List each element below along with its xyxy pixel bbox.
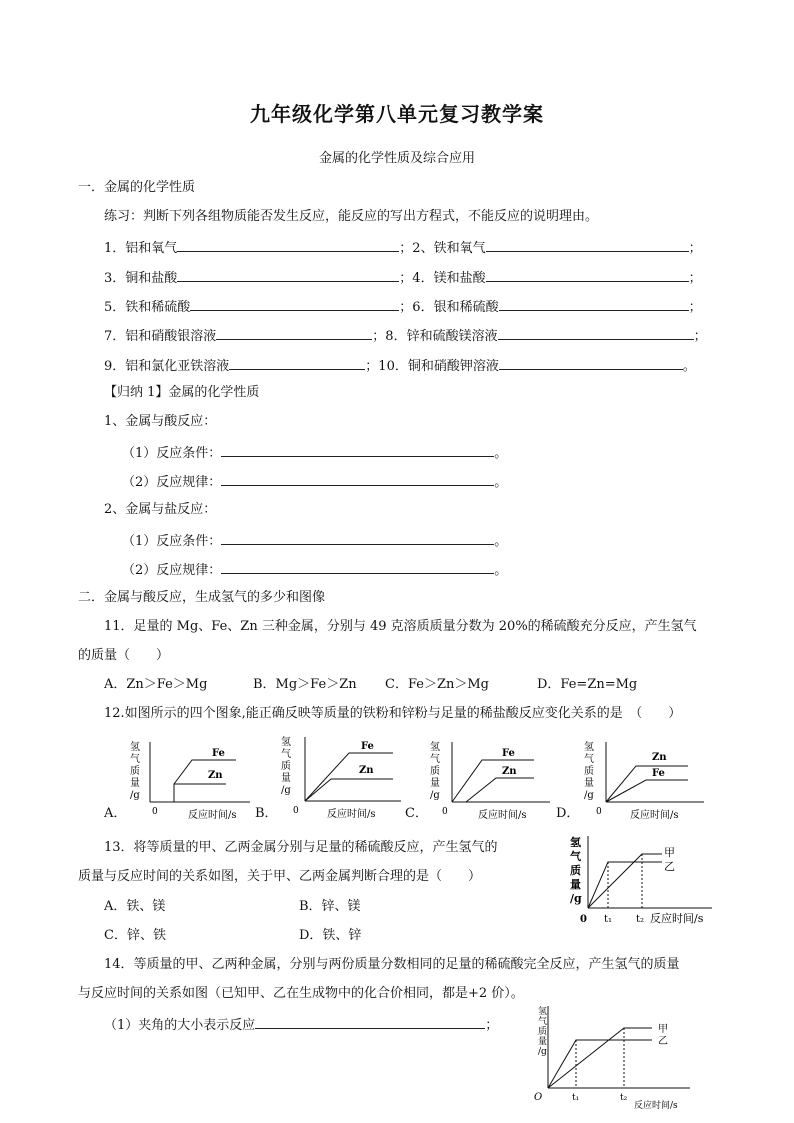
exercise-label: 6．银和稀硫酸 — [412, 300, 499, 315]
q13-option-b[interactable]: B．锌、镁 — [299, 899, 361, 914]
exercise-item — [104, 238, 702, 257]
q12-graph-d — [576, 738, 708, 824]
section1-instruction: 练习：判断下列各组物质能否发生反应，能反应的写出方程式，不能反应的说明理由。 — [104, 209, 599, 224]
series-label: Fe — [361, 741, 374, 752]
answer-blank[interactable] — [499, 356, 683, 370]
y-label-char: /g — [538, 1047, 547, 1057]
y-label-char: /g — [281, 785, 291, 796]
series-label: Zn — [502, 766, 517, 777]
y-axis-label — [130, 740, 140, 801]
y-label-char: 气 — [130, 754, 140, 765]
salt-rule-label: （2）反应规律： — [122, 563, 222, 578]
q12-option-b[interactable]: B． — [255, 806, 278, 821]
salt-rule — [122, 560, 507, 579]
salt-condition — [122, 531, 507, 550]
q11-option-a[interactable]: A．Zn＞Fe＞Mg — [104, 677, 208, 692]
series-label: Fe — [502, 748, 515, 759]
exercise-label: 9．铝和氯化亚铁溶液 — [104, 359, 230, 374]
y-label-char: /g — [570, 892, 582, 905]
y-label-char: 量 — [584, 778, 594, 789]
exercise-item — [104, 268, 702, 287]
y-label-char: 量 — [430, 778, 440, 789]
y-label-char: /g — [584, 790, 594, 801]
exercise-label: ； — [693, 329, 707, 344]
y-label-char: 氢 — [430, 742, 440, 753]
answer-blank[interactable] — [221, 472, 494, 486]
summary-title: 【归纳 1】金属的化学性质 — [104, 385, 260, 400]
exercise-label: 7．铝和硝酸银溶液 — [104, 329, 217, 344]
q14-text-cont: 与反应时间的关系如图（已知甲、乙在生成物中的化合价相同，都是+2 价）。 — [78, 986, 524, 1001]
y-label-char: 量 — [538, 1037, 548, 1047]
x-axis-label: 反应时间/s — [634, 1101, 678, 1111]
exercise-label: 1．铝和氧气 — [104, 241, 178, 256]
q14-sub1-label: （1）夹角的大小表示反应 — [104, 1018, 256, 1033]
exercise-item — [104, 356, 696, 375]
y-label-char: 氢 — [281, 737, 291, 748]
semicolon: ； — [485, 1018, 499, 1033]
t2-label: t₂ — [620, 1093, 628, 1103]
q14-sub1 — [104, 1015, 498, 1034]
answer-blank[interactable] — [177, 238, 399, 252]
answer-blank[interactable] — [486, 238, 689, 252]
exercise-label: ； — [399, 271, 413, 286]
x-axis-label: 反应时间/s — [478, 810, 527, 821]
y-label-char: 气 — [538, 1017, 548, 1027]
y-label-char: 量 — [281, 773, 291, 784]
series-yi-line — [588, 862, 662, 908]
page-subtitle: 金属的化学性质及综合应用 — [318, 151, 475, 166]
series-label: Fe — [652, 768, 665, 779]
q11-text-cont: 的质量（ ） — [78, 648, 170, 663]
series-label-jia: 甲 — [664, 846, 675, 859]
answer-blank[interactable] — [177, 268, 399, 282]
series-label: Zn — [208, 770, 223, 781]
acid-condition-label: （1）反应条件： — [122, 446, 222, 461]
x-axis-label: 反应时间/s — [188, 810, 237, 821]
x-axis-label: 反应时间/s — [630, 810, 679, 821]
origin-label: 0 — [293, 806, 299, 816]
period: 。 — [494, 563, 508, 578]
q12-graph-a — [122, 738, 254, 822]
t1-label: t₁ — [572, 1093, 580, 1103]
exercise-label: 8．锌和硫酸镁溶液 — [385, 329, 498, 344]
answer-blank[interactable] — [498, 326, 694, 340]
series-label-yi: 乙 — [658, 1036, 668, 1047]
series-fe-line — [606, 780, 688, 802]
period: 。 — [494, 475, 508, 490]
q13-text: 13．将等质量的甲、乙两金属分别与足量的稀硫酸反应，产生氢气的 — [104, 840, 498, 855]
y-label-char: 质 — [130, 766, 140, 777]
answer-blank[interactable] — [221, 443, 494, 457]
y-label-char: 氢 — [570, 836, 581, 849]
acid-heading: 1、金属与酸反应： — [104, 414, 217, 429]
origin-label: 0 — [152, 807, 158, 817]
exercise-label: ； — [399, 300, 413, 315]
answer-blank[interactable] — [221, 531, 494, 545]
series-zn-line — [305, 779, 393, 801]
exercise-label: 10．铜和硝酸钾溶液 — [378, 359, 499, 374]
q11-option-b[interactable]: B．Mg＞Fe＞Zn — [253, 677, 357, 692]
y-label-char: 气 — [430, 754, 440, 765]
q14-text: 14．等质量的甲、乙两种金属，分别与两份质量分数相同的足量的稀硫酸完全反应，产生氢气的质量 — [104, 957, 680, 972]
acid-rule-label: （2）反应规律： — [122, 475, 222, 490]
q12-option-d[interactable]: D． — [556, 806, 580, 821]
exercise-label: ； — [365, 359, 379, 374]
exercise-label: ； — [688, 300, 702, 315]
y-label-char: 量 — [130, 778, 140, 789]
q12-graph-b — [273, 733, 405, 823]
q12-option-c[interactable]: C． — [405, 806, 428, 821]
t2-label: t₂ — [636, 914, 645, 925]
series-zn-line — [174, 784, 226, 802]
y-label-char: 气 — [584, 754, 594, 765]
y-label-char: /g — [430, 790, 440, 801]
series-jia-line — [548, 1028, 652, 1088]
period: 。 — [494, 446, 508, 461]
y-label-char: 气 — [570, 850, 581, 863]
answer-blank[interactable] — [190, 297, 399, 311]
q11-text: 11．足量的 Mg、Fe、Zn 三种金属，分别与 49 克溶质质量分数为 20%的稀硫酸充分反应，产生氢气 — [104, 619, 697, 634]
y-label-char: 氢 — [130, 742, 140, 753]
answer-blank[interactable] — [229, 356, 365, 370]
series-zn-line — [606, 766, 688, 802]
salt-condition-label: （1）反应条件： — [122, 534, 222, 549]
answer-blank[interactable] — [486, 268, 689, 282]
q13-graph — [566, 832, 716, 932]
q14-graph — [530, 1002, 694, 1112]
y-label-char: 质 — [538, 1027, 548, 1037]
x-axis-label: 反应时间/s — [650, 912, 704, 925]
q13-option-d[interactable]: D．铁、锌 — [299, 928, 362, 943]
acid-condition — [122, 443, 507, 462]
exercise-label: ； — [399, 241, 413, 256]
q12-text: 12.如图所示的四个图象,能正确反映等质量的铁粉和锌粉与足量的稀盐酸反应变化关系的是 （ ） — [104, 706, 682, 721]
acid-rule — [122, 472, 507, 491]
y-label-char: 质 — [430, 766, 440, 777]
y-label-char: 质 — [584, 766, 594, 777]
q11-option-c[interactable]: C．Fe＞Zn＞Mg — [385, 677, 489, 692]
q12-graph-c — [422, 738, 554, 824]
section2-heading: 二．金属与酸反应，生成氢气的多少和图像 — [78, 590, 326, 605]
exercise-label: 2、铁和氧气 — [412, 241, 486, 256]
t1-label: t₁ — [604, 914, 613, 925]
x-axis-label: 反应时间/s — [327, 809, 376, 820]
exercise-item — [104, 297, 702, 316]
y-label-char: 氢 — [538, 1007, 548, 1017]
origin-label: 0 — [580, 914, 587, 925]
origin-label: 0 — [442, 807, 448, 817]
y-label-char: 氢 — [584, 742, 594, 753]
exercise-label: ； — [688, 271, 702, 286]
y-label-char: 质 — [570, 864, 581, 877]
y-label-char: 质 — [281, 761, 291, 772]
q13-option-c[interactable]: C．锌、铁 — [104, 928, 166, 943]
exercise-label: 4．镁和盐酸 — [412, 271, 486, 286]
y-label-char: 气 — [281, 749, 291, 760]
exercise-label: 。 — [682, 359, 696, 374]
series-label-jia: 甲 — [658, 1024, 668, 1035]
series-zn-line — [466, 778, 534, 802]
answer-blank[interactable] — [216, 326, 372, 340]
y-label-char: 量 — [570, 878, 581, 891]
answer-blank[interactable] — [255, 1015, 485, 1029]
exercise-label: ； — [688, 241, 702, 256]
series-label: Zn — [359, 765, 374, 776]
answer-blank[interactable] — [221, 560, 494, 574]
exercise-item — [104, 326, 707, 345]
q13-option-a[interactable]: A．铁、镁 — [104, 899, 166, 914]
q13-text-cont: 质量与反应时间的关系如图，关于甲、乙两金属判断合理的是（ ） — [78, 869, 482, 884]
section1-heading: 一．金属的化学性质 — [78, 180, 196, 195]
exercise-label: ； — [372, 329, 386, 344]
y-label-char: /g — [130, 790, 140, 801]
origin-label: 0 — [596, 807, 602, 817]
series-fe-line — [174, 760, 236, 784]
period: 。 — [494, 534, 508, 549]
series-label: Fe — [212, 748, 225, 759]
answer-blank[interactable] — [499, 297, 689, 311]
series-label: Zn — [652, 752, 667, 763]
page-title: 九年级化学第八单元复习教学案 — [250, 102, 544, 126]
exercise-label: 5．铁和稀硫酸 — [104, 300, 191, 315]
q11-option-d[interactable]: D．Fe=Zn=Mg — [537, 677, 638, 692]
q12-option-a[interactable]: A． — [104, 806, 127, 821]
series-fe-line — [305, 753, 393, 801]
salt-heading: 2、金属与盐反应： — [104, 502, 217, 517]
series-label-yi: 乙 — [664, 860, 675, 873]
exercise-label: 3．铜和盐酸 — [104, 271, 178, 286]
origin-label: O — [534, 1092, 543, 1103]
